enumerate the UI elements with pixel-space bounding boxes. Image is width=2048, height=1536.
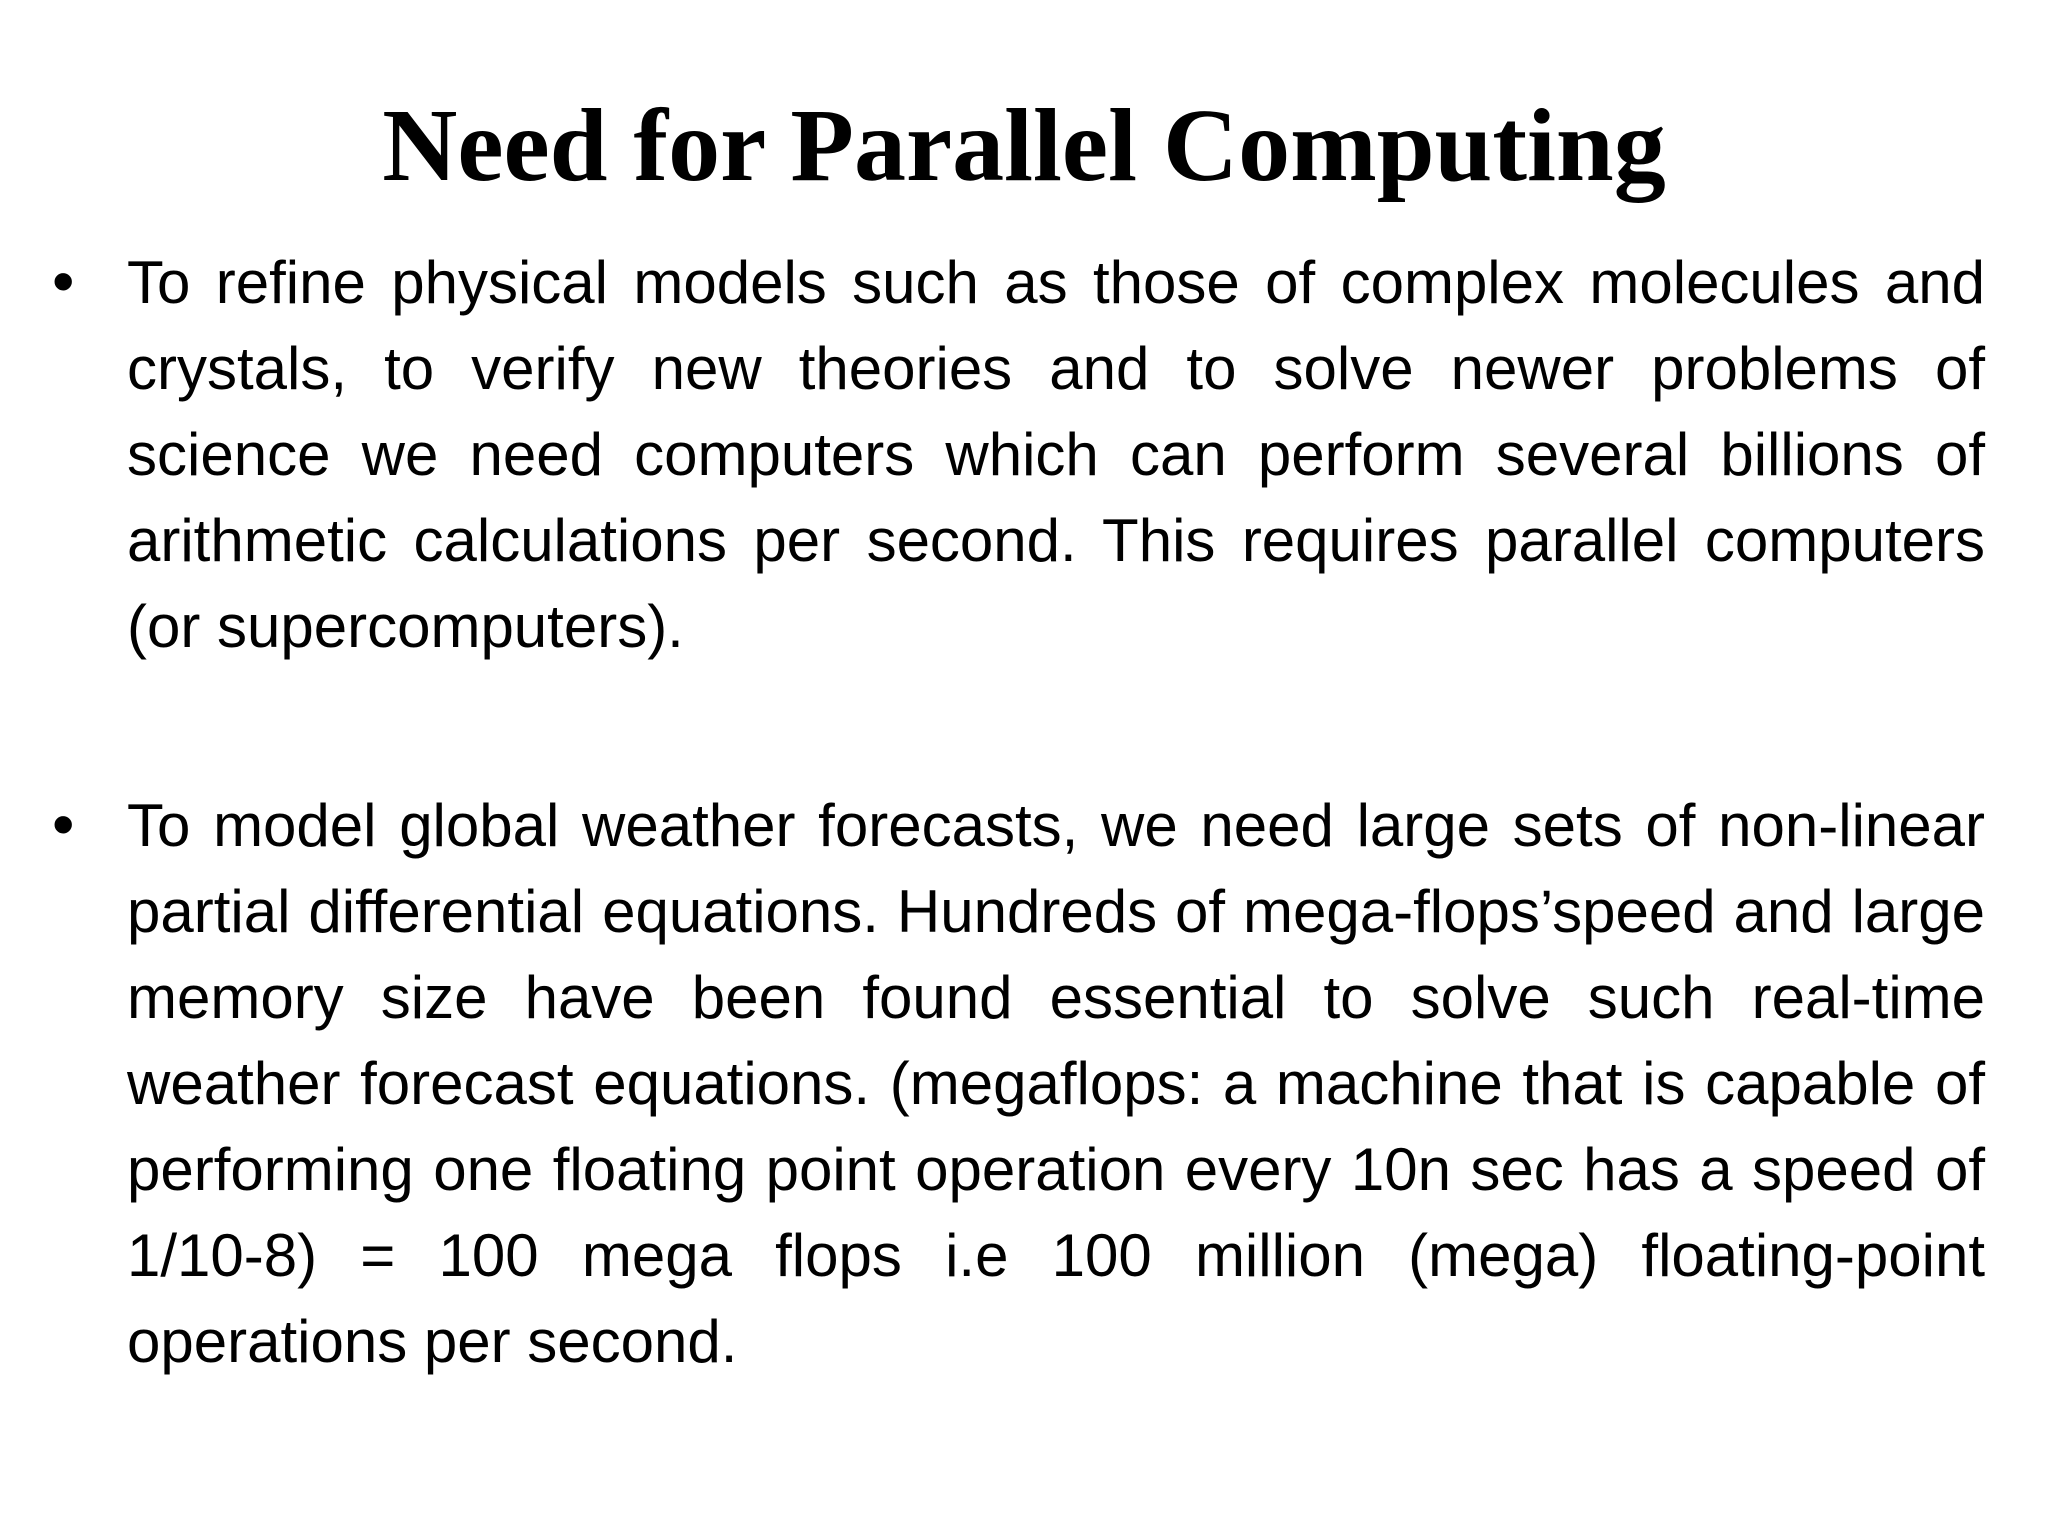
- bullet-marker: •: [52, 245, 75, 317]
- bullet-text-weather-forecasts: To model global weather forecasts, we need large sets of non-linear partial differential equations. Hundreds of mega-flops’speed and large memory size have been found essential to solve such real-time weather forecast equations. (megaflops: a machine that is capable of performing one floating point operation every 10n sec has a speed of 1/10-8) = 100 mega flops i.e 100 million (mega) floating-point operations per second.: [127, 792, 1985, 1375]
- bullet-marker: •: [52, 788, 75, 860]
- slide-title: Need for Parallel Computing: [382, 88, 1666, 203]
- bullet-text-physical-models: To refine physical models such as those of complex molecules and crystals, to verify new theories and to solve newer problems of science we need computers which can perform several billions of arithmetic calculations per second. This requires parallel computers (or supercomputers).: [127, 249, 1985, 660]
